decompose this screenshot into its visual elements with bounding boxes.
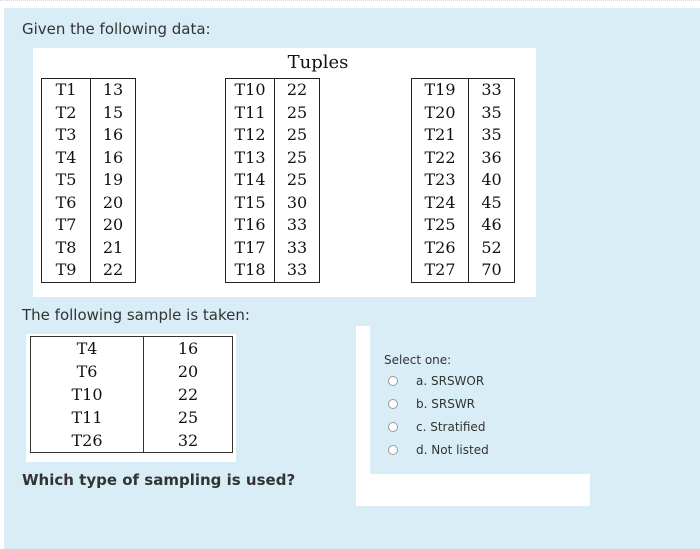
tuple-id: T23 <box>412 169 469 192</box>
select-one-label: Select one: <box>384 353 452 367</box>
tuple-id: T3 <box>42 124 91 147</box>
tuple-value: 25 <box>286 147 308 167</box>
tuple-id: T19 <box>412 79 469 102</box>
tuple-value: 33 <box>286 260 308 280</box>
tuple-value: 46 <box>481 215 502 235</box>
tuples-table-1 <box>41 78 136 283</box>
tuple-id: T17 <box>226 237 275 260</box>
sample-id: T26 <box>31 429 144 453</box>
top-divider <box>0 0 700 3</box>
tuple-row <box>42 124 136 147</box>
tuple-row <box>42 237 136 260</box>
tuple-id: T2 <box>42 102 91 125</box>
sample-value: 22 <box>177 385 199 404</box>
tuple-row <box>42 102 136 125</box>
tuples-table-image <box>33 48 536 297</box>
question-prompt: Which type of sampling is used? <box>22 471 296 489</box>
tuple-row <box>42 79 136 102</box>
tuple-value: 22 <box>102 260 124 280</box>
tuple-value: 33 <box>286 215 308 235</box>
tuple-value: 20 <box>102 215 124 235</box>
tuple-value: 35 <box>481 125 502 145</box>
tuples-title: Tuples <box>287 52 349 73</box>
tuple-id: T22 <box>412 147 469 170</box>
sample-id: T6 <box>31 360 144 383</box>
tuple-id: T8 <box>42 237 91 260</box>
tuple-row <box>42 169 136 192</box>
option-c[interactable] <box>388 418 485 436</box>
tuple-row <box>226 124 320 147</box>
tuple-id: T14 <box>226 169 275 192</box>
tuple-id: T21 <box>412 124 469 147</box>
question-intro: Given the following data: <box>22 20 211 38</box>
tuple-value: 36 <box>481 147 502 167</box>
tuples-table-2 <box>225 78 320 283</box>
tuple-row <box>42 214 136 237</box>
tuple-value: 52 <box>481 237 502 257</box>
tuple-value: 20 <box>102 192 124 212</box>
tuple-id: T25 <box>412 214 469 237</box>
tuple-id: T5 <box>42 169 91 192</box>
tuple-row <box>226 147 320 170</box>
tuple-row <box>412 102 515 125</box>
tuple-value: 35 <box>481 102 502 122</box>
tuple-id: T15 <box>226 192 275 215</box>
tuple-row <box>226 237 320 260</box>
tuple-id: T24 <box>412 192 469 215</box>
tuple-id: T26 <box>412 237 469 260</box>
tuple-id: T16 <box>226 214 275 237</box>
tuple-value: 33 <box>481 80 502 100</box>
option-d[interactable] <box>388 441 489 459</box>
sample-row <box>31 406 233 429</box>
tuple-id: T18 <box>226 259 275 282</box>
tuple-value: 70 <box>481 260 502 280</box>
sample-table <box>30 336 233 453</box>
tuple-row <box>42 192 136 215</box>
tuple-value: 25 <box>286 170 308 190</box>
tuple-value: 16 <box>102 147 124 167</box>
tuple-row <box>226 169 320 192</box>
answer-box <box>356 326 590 506</box>
option-c-label: c. Stratified <box>416 420 486 434</box>
tuple-id: T20 <box>412 102 469 125</box>
tuple-row <box>412 192 515 215</box>
option-b[interactable] <box>388 395 475 413</box>
tuple-row <box>42 147 136 170</box>
tuple-row <box>412 214 515 237</box>
radio-d[interactable] <box>388 445 398 455</box>
tuple-value: 21 <box>102 237 124 257</box>
tuple-row <box>226 79 320 102</box>
sample-row <box>31 429 233 453</box>
sample-id: T10 <box>31 383 144 406</box>
tuple-id: T27 <box>412 259 469 282</box>
tuple-id: T13 <box>226 147 275 170</box>
tuple-row <box>412 147 515 170</box>
tuple-value: 45 <box>481 192 502 212</box>
radio-a[interactable] <box>388 376 398 386</box>
tuple-row <box>412 259 515 282</box>
tuple-id: T1 <box>42 79 91 102</box>
tuple-row <box>226 102 320 125</box>
tuple-row <box>412 169 515 192</box>
sample-row <box>31 337 233 361</box>
tuple-id: T6 <box>42 192 91 215</box>
sample-row <box>31 360 233 383</box>
tuple-value: 13 <box>102 80 124 100</box>
radio-c[interactable] <box>388 422 398 432</box>
tuple-row <box>412 124 515 147</box>
tuple-id: T11 <box>226 102 275 125</box>
tuple-value: 40 <box>481 170 502 190</box>
tuple-id: T4 <box>42 147 91 170</box>
radio-b[interactable] <box>388 399 398 409</box>
tuple-value: 15 <box>102 102 124 122</box>
tuple-row <box>226 214 320 237</box>
sample-id: T4 <box>31 337 144 361</box>
sample-value: 20 <box>177 362 199 381</box>
tuple-value: 16 <box>102 125 124 145</box>
sample-intro: The following sample is taken: <box>22 306 250 324</box>
sample-id: T11 <box>31 406 144 429</box>
tuple-value: 30 <box>286 192 308 212</box>
tuple-row <box>42 259 136 282</box>
sample-table-image <box>26 334 236 462</box>
option-b-label: b. SRSWR <box>416 397 476 411</box>
tuple-row <box>226 192 320 215</box>
sample-row <box>31 383 233 406</box>
tuple-value: 19 <box>102 170 124 190</box>
tuple-id: T7 <box>42 214 91 237</box>
option-a-label: a. SRSWOR <box>416 374 485 388</box>
sample-value: 32 <box>177 431 199 450</box>
tuple-value: 25 <box>286 125 308 145</box>
sample-value: 25 <box>177 408 199 427</box>
tuple-id: T12 <box>226 124 275 147</box>
tuples-table-3 <box>411 78 515 283</box>
tuple-value: 22 <box>286 80 308 100</box>
tuple-id: T10 <box>226 79 275 102</box>
tuple-row <box>226 259 320 282</box>
option-a[interactable] <box>388 372 484 390</box>
tuple-value: 25 <box>286 102 308 122</box>
sample-value: 16 <box>177 339 199 358</box>
option-d-label: d. Not listed <box>416 443 489 457</box>
tuple-value: 33 <box>286 237 308 257</box>
tuple-row <box>412 79 515 102</box>
tuple-row <box>412 237 515 260</box>
tuple-id: T9 <box>42 259 91 282</box>
